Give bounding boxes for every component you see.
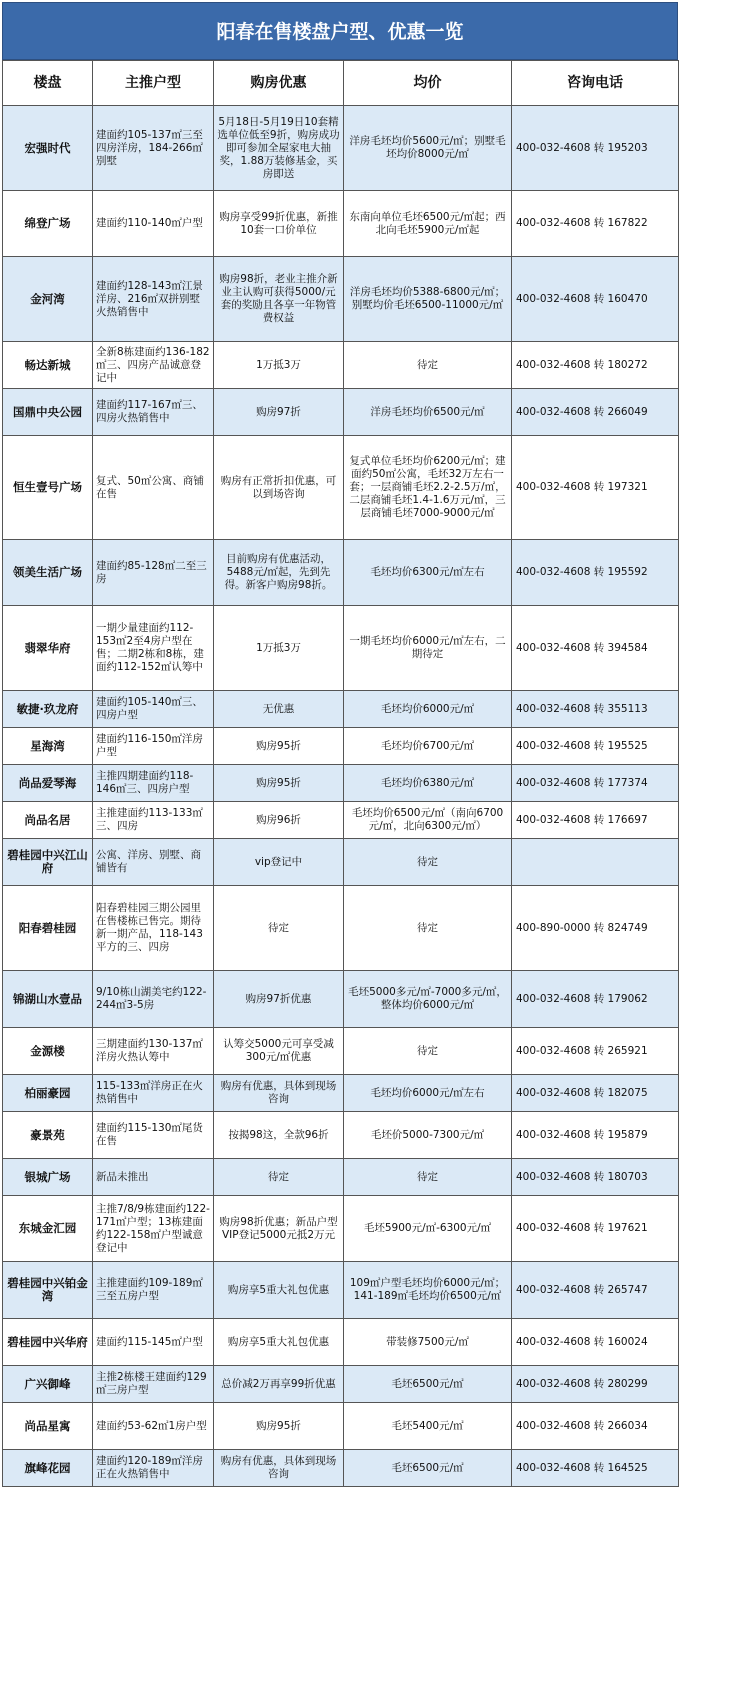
- cell-property-name: 尚品名居: [3, 802, 93, 839]
- cell-unit-type: 主推建面约113-133㎡三、四房: [93, 802, 214, 839]
- cell-unit-type: 三期建面约130-137㎡洋房火热认筹中: [93, 1028, 214, 1075]
- header-phone: 咨询电话: [512, 61, 679, 106]
- cell-offer: 购房有优惠，具体到现场咨询: [214, 1075, 344, 1112]
- table-row: [3, 1319, 679, 1366]
- cell-property-name: 恒生壹号广场: [3, 436, 93, 540]
- cell-price: 待定: [344, 886, 512, 971]
- cell-property-name: 绵登广场: [3, 191, 93, 257]
- cell-property-name: 碧桂园中兴江山府: [3, 839, 93, 886]
- cell-phone: 400-890-0000 转 824749: [512, 886, 679, 971]
- cell-offer: 购房97折: [214, 389, 344, 436]
- cell-offer: 购房95折: [214, 728, 344, 765]
- cell-offer: 5月18日-5月19日10套精选单位低至9折，购房成功即可参加全屋家电大抽奖，1.88万装修基金，买房即送: [214, 106, 344, 191]
- table-row: [3, 1075, 679, 1112]
- cell-offer: 购房95折: [214, 1403, 344, 1450]
- cell-offer: 购房有正常折扣优惠，可以到场咨询: [214, 436, 344, 540]
- cell-phone: 400-032-4608 转 180703: [512, 1159, 679, 1196]
- table-row: [3, 765, 679, 802]
- header-row: [3, 61, 679, 106]
- cell-offer: 待定: [214, 1159, 344, 1196]
- cell-phone: 400-032-4608 转 266034: [512, 1403, 679, 1450]
- cell-property-name: 锦湖山水壹品: [3, 971, 93, 1028]
- header-price: 均价: [344, 61, 512, 106]
- cell-offer: 购房有优惠，具体到现场咨询: [214, 1450, 344, 1487]
- table-row: [3, 971, 679, 1028]
- cell-price: 毛坯5400元/㎡: [344, 1403, 512, 1450]
- cell-price: 109㎡户型毛坯均价6000元/㎡；141-189㎡毛坯均价6500元/㎡: [344, 1262, 512, 1319]
- cell-phone: 400-032-4608 转 195203: [512, 106, 679, 191]
- cell-price: 待定: [344, 839, 512, 886]
- cell-property-name: 尚品星寓: [3, 1403, 93, 1450]
- cell-unit-type: 主推7/8/9栋建面约122-171㎡户型；13栋建面约122-158㎡户型诚意登记中: [93, 1196, 214, 1262]
- cell-offer: 购房98折优惠；新品户型VIP登记5000元抵2万元: [214, 1196, 344, 1262]
- table-row: [3, 257, 679, 342]
- cell-phone: 400-032-4608 转 394584: [512, 606, 679, 691]
- cell-offer: 购房享受99折优惠，新推10套一口价单位: [214, 191, 344, 257]
- table-row: [3, 1112, 679, 1159]
- cell-price: 毛坯5000多元/㎡-7000多元/㎡，整体均价6000元/㎡: [344, 971, 512, 1028]
- cell-price: 毛坯5900元/㎡-6300元/㎡: [344, 1196, 512, 1262]
- cell-unit-type: 建面约53-62㎡1房户型: [93, 1403, 214, 1450]
- cell-unit-type: 一期少量建面约112-153㎡2至4房户型在售；二期2栋和8栋，建面约112-152㎡认筹中: [93, 606, 214, 691]
- cell-unit-type: 建面约110-140㎡户型: [93, 191, 214, 257]
- cell-offer: 1万抵3万: [214, 606, 344, 691]
- cell-offer: 无优惠: [214, 691, 344, 728]
- cell-property-name: 金河湾: [3, 257, 93, 342]
- cell-unit-type: 建面约120-189㎡洋房正在火热销售中: [93, 1450, 214, 1487]
- table-row: [3, 342, 679, 389]
- cell-unit-type: 全新8栋建面约136-182㎡三、四房产品诚意登记中: [93, 342, 214, 389]
- cell-unit-type: 建面约115-145㎡户型: [93, 1319, 214, 1366]
- cell-property-name: 畅达新城: [3, 342, 93, 389]
- cell-unit-type: 9/10栋山湖美宅约122-244㎡3-5房: [93, 971, 214, 1028]
- cell-property-name: 广兴御峰: [3, 1366, 93, 1403]
- header-property: 楼盘: [3, 61, 93, 106]
- cell-price: 带装修7500元/㎡: [344, 1319, 512, 1366]
- cell-phone: 400-032-4608 转 167822: [512, 191, 679, 257]
- cell-offer: vip登记中: [214, 839, 344, 886]
- cell-unit-type: 建面约85-128㎡二至三房: [93, 540, 214, 606]
- cell-price: 洋房毛坯均价5388-6800元/㎡；别墅均价毛坯6500-11000元/㎡: [344, 257, 512, 342]
- cell-price: 洋房毛坯均价5600元/㎡；别墅毛坯均价8000元/㎡: [344, 106, 512, 191]
- cell-price: 毛坯均价6500元/㎡（南向6700元/㎡，北向6300元/㎡）: [344, 802, 512, 839]
- cell-price: 毛坯6500元/㎡: [344, 1450, 512, 1487]
- cell-phone: 400-032-4608 转 179062: [512, 971, 679, 1028]
- cell-property-name: 宏强时代: [3, 106, 93, 191]
- cell-phone: 400-032-4608 转 195879: [512, 1112, 679, 1159]
- cell-price: 毛坯均价6380元/㎡: [344, 765, 512, 802]
- cell-offer: 目前购房有优惠活动，5488元/㎡起，先到先得。新客户购房98折。: [214, 540, 344, 606]
- cell-phone: 400-032-4608 转 266049: [512, 389, 679, 436]
- table-row: [3, 191, 679, 257]
- cell-offer: 购房享5重大礼包优惠: [214, 1262, 344, 1319]
- cell-offer: 认筹交5000元可享受减300元/㎡优惠: [214, 1028, 344, 1075]
- table-row: [3, 1450, 679, 1487]
- cell-offer: 购房97折优惠: [214, 971, 344, 1028]
- cell-phone: 400-032-4608 转 195525: [512, 728, 679, 765]
- cell-offer: 1万抵3万: [214, 342, 344, 389]
- cell-property-name: 阳春碧桂园: [3, 886, 93, 971]
- cell-property-name: 碧桂园中兴铂金湾: [3, 1262, 93, 1319]
- cell-phone: 400-032-4608 转 164525: [512, 1450, 679, 1487]
- cell-price: 一期毛坯均价6000元/㎡左右，二期待定: [344, 606, 512, 691]
- cell-price: 复式单位毛坯均价6200元/㎡；建面约50㎡公寓，毛坯32万左右一套；一层商铺毛坯2.2-2.5万/㎡，二层商铺毛坯1.4-1.6万元/㎡，三层商铺毛坯7000-9000元/㎡: [344, 436, 512, 540]
- cell-property-name: 柏丽豪园: [3, 1075, 93, 1112]
- cell-unit-type: 阳春碧桂园三期公园里在售楼栋已售完。期待新一期产品，118-143平方的三、四房: [93, 886, 214, 971]
- table-row: [3, 691, 679, 728]
- cell-unit-type: 建面约115-130㎡尾货在售: [93, 1112, 214, 1159]
- cell-offer: 按揭98这，全款96折: [214, 1112, 344, 1159]
- cell-unit-type: 建面约105-137㎡三至四房洋房，184-266㎡别墅: [93, 106, 214, 191]
- header-unit-type: 主推户型: [93, 61, 214, 106]
- table-row: [3, 802, 679, 839]
- cell-property-name: 星海湾: [3, 728, 93, 765]
- cell-price: 待定: [344, 1028, 512, 1075]
- cell-price: 毛坯均价6000元/㎡: [344, 691, 512, 728]
- cell-unit-type: 建面约105-140㎡三、四房户型: [93, 691, 214, 728]
- cell-phone: 400-032-4608 转 265747: [512, 1262, 679, 1319]
- cell-unit-type: 复式、50㎡公寓、商铺在售: [93, 436, 214, 540]
- cell-price: 毛坯价5000-7300元/㎡: [344, 1112, 512, 1159]
- cell-price: 毛坯6500元/㎡: [344, 1366, 512, 1403]
- cell-property-name: 金源楼: [3, 1028, 93, 1075]
- table-row: [3, 839, 679, 886]
- cell-offer: 购房95折: [214, 765, 344, 802]
- cell-property-name: 东城金汇园: [3, 1196, 93, 1262]
- table-row: [3, 106, 679, 191]
- table-row: [3, 1403, 679, 1450]
- cell-offer: 待定: [214, 886, 344, 971]
- cell-property-name: 豪景苑: [3, 1112, 93, 1159]
- table-row: [3, 540, 679, 606]
- property-table: [2, 60, 679, 1487]
- cell-price: 毛坯均价6300元/㎡左右: [344, 540, 512, 606]
- cell-phone: 400-032-4608 转 280299: [512, 1366, 679, 1403]
- cell-unit-type: 建面约117-167㎡三、四房火热销售中: [93, 389, 214, 436]
- cell-phone: 400-032-4608 转 160470: [512, 257, 679, 342]
- cell-price: 待定: [344, 342, 512, 389]
- table-row: [3, 389, 679, 436]
- cell-offer: 购房98折，老业主推介新业主认购可获得5000/元套的奖励且各享一年物管费权益: [214, 257, 344, 342]
- cell-phone: 400-032-4608 转 195592: [512, 540, 679, 606]
- cell-price: 洋房毛坯均价6500元/㎡: [344, 389, 512, 436]
- table-row: [3, 606, 679, 691]
- cell-offer: 购房96折: [214, 802, 344, 839]
- cell-phone: 400-032-4608 转 265921: [512, 1028, 679, 1075]
- cell-phone: 400-032-4608 转 182075: [512, 1075, 679, 1112]
- cell-property-name: 领美生活广场: [3, 540, 93, 606]
- cell-phone: 400-032-4608 转 197321: [512, 436, 679, 540]
- table-row: [3, 1028, 679, 1075]
- cell-offer: 总价减2万再享99折优惠: [214, 1366, 344, 1403]
- page-title: 阳春在售楼盘户型、优惠一览: [2, 2, 678, 60]
- cell-price: 待定: [344, 1159, 512, 1196]
- cell-property-name: 尚品爱琴海: [3, 765, 93, 802]
- cell-unit-type: 公寓、洋房、别墅、商铺皆有: [93, 839, 214, 886]
- cell-phone: [512, 839, 679, 886]
- table-row: [3, 1262, 679, 1319]
- table-row: [3, 1196, 679, 1262]
- cell-property-name: 国鼎中央公园: [3, 389, 93, 436]
- cell-unit-type: 建面约128-143㎡江景洋房、216㎡双拼别墅火热销售中: [93, 257, 214, 342]
- cell-offer: 购房享5重大礼包优惠: [214, 1319, 344, 1366]
- cell-phone: 400-032-4608 转 176697: [512, 802, 679, 839]
- cell-property-name: 碧桂园中兴华府: [3, 1319, 93, 1366]
- table-row: [3, 436, 679, 540]
- table-row: [3, 1159, 679, 1196]
- cell-property-name: 旗峰花园: [3, 1450, 93, 1487]
- cell-phone: 400-032-4608 转 160024: [512, 1319, 679, 1366]
- cell-unit-type: 115-133㎡洋房正在火热销售中: [93, 1075, 214, 1112]
- cell-unit-type: 建面约116-150㎡洋房户型: [93, 728, 214, 765]
- cell-property-name: 敏捷·玖龙府: [3, 691, 93, 728]
- cell-unit-type: 主推2栋楼王建面约129㎡三房户型: [93, 1366, 214, 1403]
- cell-price: 毛坯均价6700元/㎡: [344, 728, 512, 765]
- cell-phone: 400-032-4608 转 180272: [512, 342, 679, 389]
- table-row: [3, 886, 679, 971]
- cell-phone: 400-032-4608 转 355113: [512, 691, 679, 728]
- cell-price: 毛坯均价6000元/㎡左右: [344, 1075, 512, 1112]
- cell-property-name: 银城广场: [3, 1159, 93, 1196]
- table-row: [3, 1366, 679, 1403]
- cell-property-name: 翡翠华府: [3, 606, 93, 691]
- cell-phone: 400-032-4608 转 177374: [512, 765, 679, 802]
- cell-unit-type: 主推四期建面约118-146㎡三、四房户型: [93, 765, 214, 802]
- table-row: [3, 728, 679, 765]
- cell-phone: 400-032-4608 转 197621: [512, 1196, 679, 1262]
- cell-unit-type: 主推建面约109-189㎡三至五房户型: [93, 1262, 214, 1319]
- table-body: [3, 106, 679, 1487]
- cell-unit-type: 新品未推出: [93, 1159, 214, 1196]
- cell-price: 东南向单位毛坯6500元/㎡起；西北向毛坯5900元/㎡起: [344, 191, 512, 257]
- header-offer: 购房优惠: [214, 61, 344, 106]
